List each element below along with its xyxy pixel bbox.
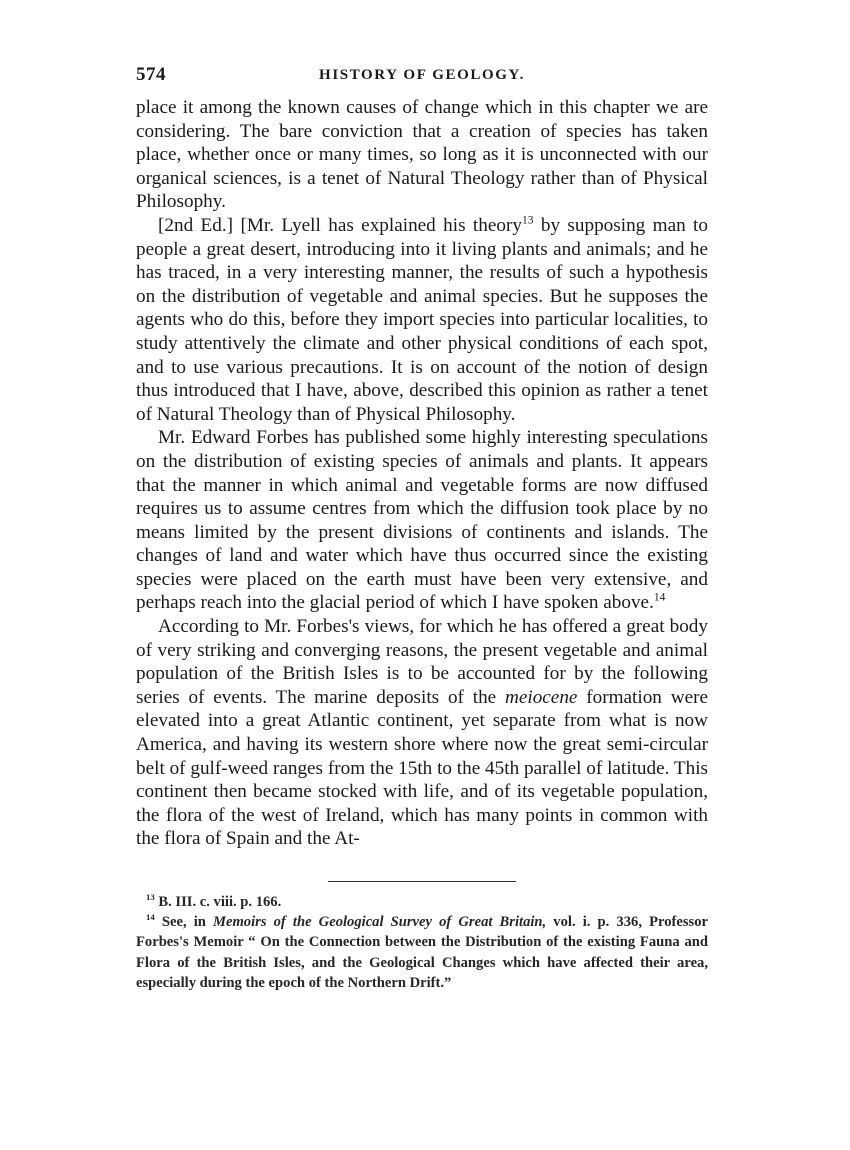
paragraph-1-text: place it among the known causes of change which in this chapter we are considering. The bare conviction that a creation of species has taken place, whether once or many times, so long as it is unconnected with our organical sciences, is a tenet of Natural Theology rather than of Physical Philosophy.: [136, 97, 708, 213]
body-text: [136, 96, 708, 851]
footnote-14-italic: Memoirs of the Geological Survey of Great Britain,: [213, 914, 547, 931]
paragraph-3: [136, 426, 708, 615]
footnote-14: [136, 912, 708, 993]
footnote-mark-13: 13: [146, 892, 155, 903]
paragraph-4-rest: formation were elevated into a great Atlantic continent, yet separate from what is now America, and having its western shore where now the great semi-circular belt of gulf-weed ranges from the 15th to the 45th parallel of latitude. This continent then became stocked with life, and of its vegetable population, the flora of the west of Ireland, which has many points in common with the flora of Spain and the At-: [136, 686, 708, 850]
paragraph-1: [136, 96, 708, 214]
paragraph-4-italic: meiocene: [504, 686, 578, 708]
footnote-14-lead: See, in: [154, 914, 213, 931]
footnote-13-text: B. III. c. viii. p. 166.: [154, 894, 282, 910]
book-page: [136, 58, 708, 993]
footnote-divider: [328, 881, 516, 882]
paragraph-4-lead: According to Mr. Forbes's views, for which he has offered a great body of very striking and converging reasons, the present vegetable and animal population of the British Isles is to be accounted for by the following series of events. The marine deposits of the: [136, 616, 708, 708]
footnote-ref-13[interactable]: 13: [521, 214, 534, 227]
page-number: 574: [136, 64, 166, 85]
footnote-ref-14[interactable]: 14: [653, 592, 666, 605]
running-head: HISTORY OF GEOLOGY.: [319, 67, 525, 83]
page-header: [136, 58, 708, 92]
paragraph-2: [136, 214, 708, 426]
paragraph-3-text: Mr. Edward Forbes has published some highly interesting speculations on the distribution of existing species of animals and plants. It appears that the manner in which animal and vegetable forms are now diffused requires us to assume centres from which the diffusion took place by no means limited by the present divisions of continents and islands. The changes of land and water which have thus occurred since the existing species were placed on the earth must have been very extensive, and perhaps reach into the glacial period of which I have spoken above.: [136, 427, 708, 614]
footnotes: [136, 892, 708, 993]
footnote-13: [136, 892, 708, 912]
footnote-14-rest: vol. i. p. 336, Professor Forbes's Memoir “ On the Connection between the Distribution of the existing Fauna and Flora of the British Isles, and the Geological Changes which have affected their area, especially during the epoch of the Northern Drift.”: [136, 914, 708, 991]
footnote-mark-14: 14: [146, 912, 155, 923]
paragraph-2-rest: by supposing man to people a great desert, introducing into it living plants and animals; and he has traced, in a very interesting manner, the results of such a hypothesis on the distribution of vegetable and animal species. But he supposes the agents who do this, before they import species into particular localities, to study attentively the climate and other physical conditions of each spot, and to use various precautions. It is on account of the notion of design thus introduced that I have, above, described this opinion as rather a tenet of Natural Theology than of Physical Philosophy.: [136, 214, 708, 425]
paragraph-4: [136, 615, 708, 851]
paragraph-2-lead: [2nd Ed.] [Mr. Lyell has explained his theory: [158, 214, 522, 236]
